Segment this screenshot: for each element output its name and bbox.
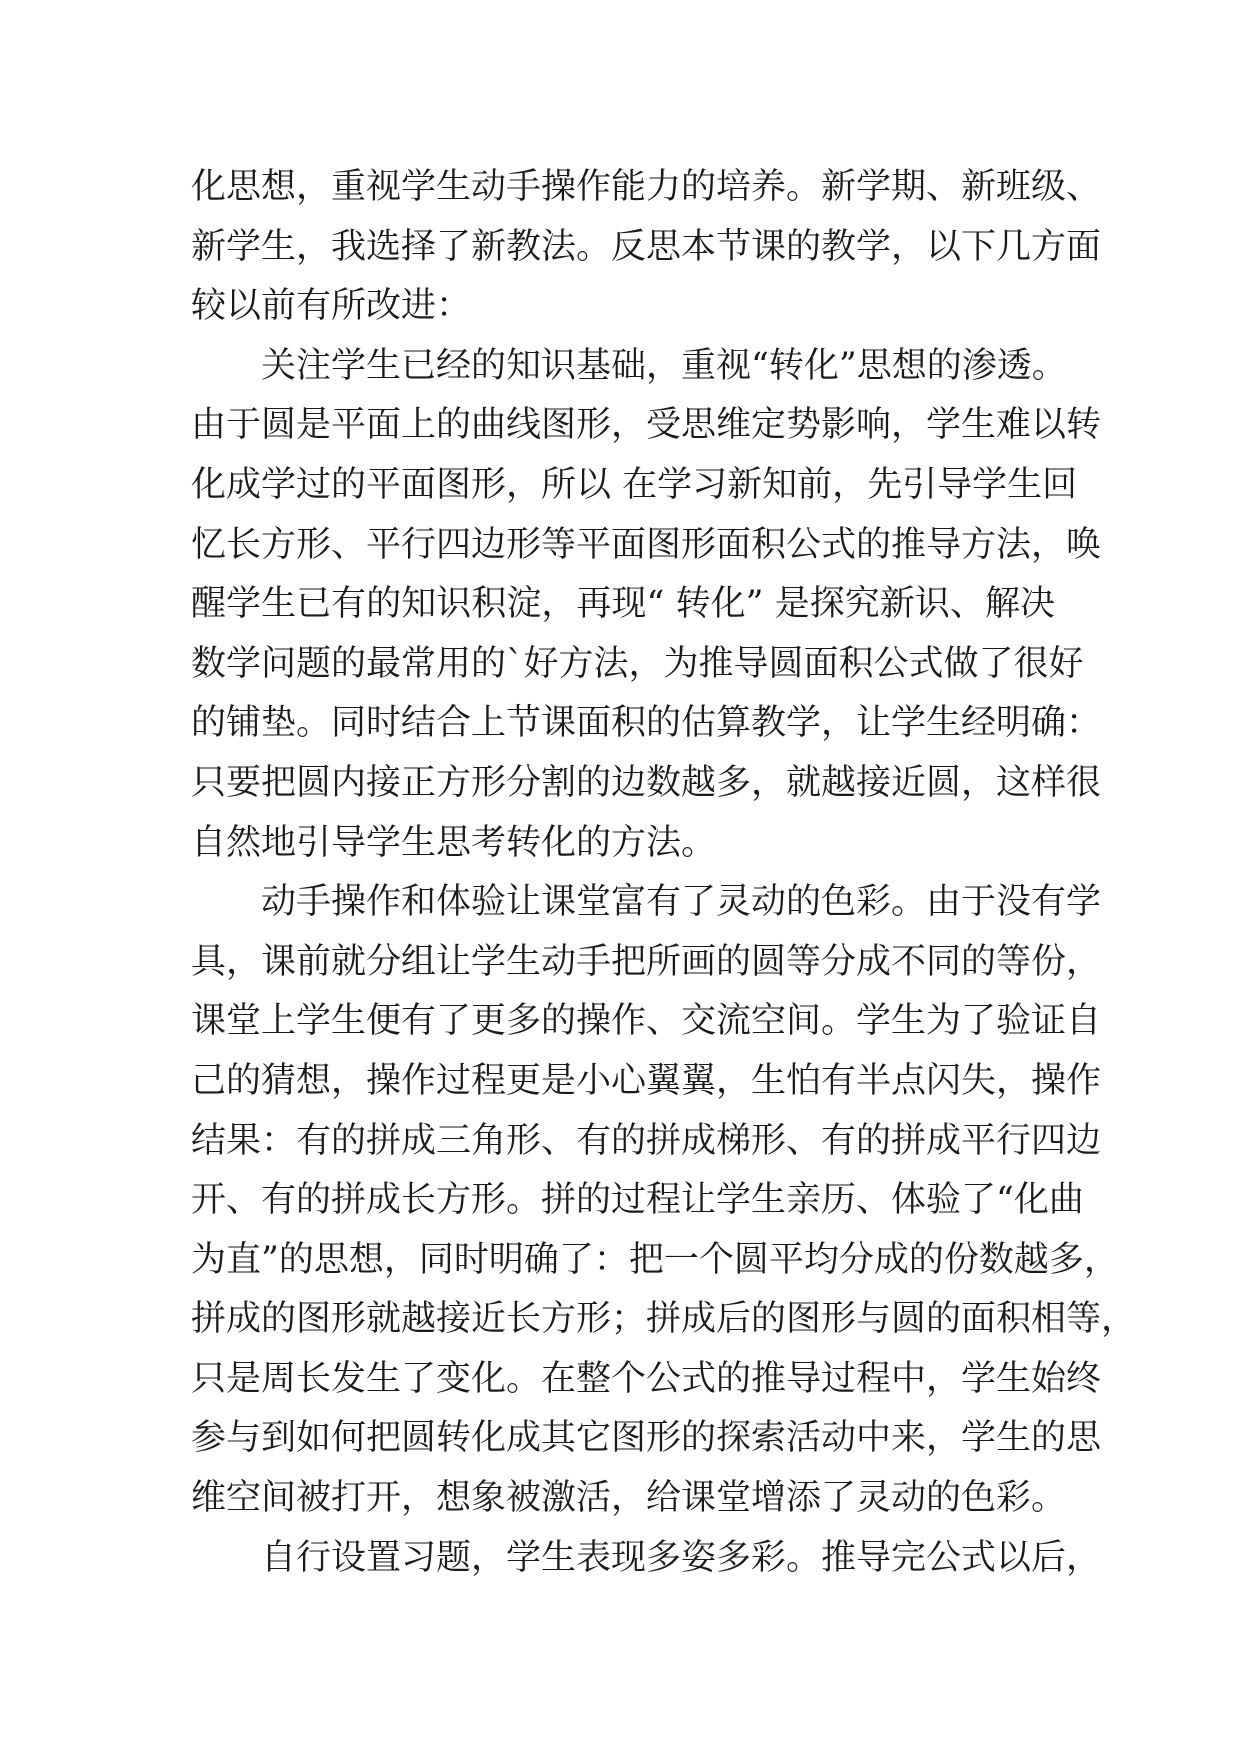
text-line: 较以前有所改进：: [191, 286, 472, 327]
paragraph-3: [191, 873, 1137, 1529]
text-line: 拼成的图形就越接近长方形；拼成后的图形与圆的面积相等，: [191, 1299, 1137, 1340]
text-line: 只要把圆内接正方形分割的边数越多，就越接近圆，这样很: [191, 762, 1102, 803]
text-line: 维空间被打开，想象被激活，给课堂增添了灵动的色彩。: [191, 1478, 1067, 1519]
text-line: 新学生，我选择了新教法。反思本节课的教学，以下几方面: [191, 226, 1102, 267]
text-line: 为直”的思想，同时明确了：把一个圆平均分成的份数越多，: [191, 1239, 1119, 1280]
text-line: 忆长方形、平行四边形等平面图形面积公式的推导方法，唤: [191, 524, 1102, 565]
text-line: 具，课前就分组让学生动手把所画的圆等分成不同的等份，: [191, 941, 1102, 982]
text-line: 结果：有的拼成三角形、有的拼成梯形、有的拼成平行四边: [191, 1120, 1102, 1161]
text-line: 化成学过的平面图形，所以 在学习新知前，先引导学生回: [191, 464, 1078, 505]
text-line: 己的猜想，操作过程更是小心翼翼，生怕有半点闪失，操作: [191, 1060, 1102, 1101]
paragraph-4: [191, 1529, 1102, 1589]
text-line: 自行设置习题，学生表现多姿多彩。推导完公式以后，: [261, 1537, 1102, 1578]
text-line: 参与到如何把圆转化成其它图形的探索活动中来，学生的思: [191, 1418, 1102, 1459]
text-line: 开、有的拼成长方形。拼的过程让学生亲历、体验了“化曲: [191, 1180, 1084, 1221]
text-line: 自然地引导学生思考转化的方法。: [191, 822, 717, 863]
text-line: 动手操作和体验让课堂富有了灵动的色彩。由于没有学: [261, 882, 1102, 923]
paragraph-2: [191, 337, 1102, 873]
paragraph-1: [191, 158, 1102, 337]
text-line: 只是周长发生了变化。在整个公式的推导过程中，学生始终: [191, 1358, 1102, 1399]
text-line: 由于圆是平面上的曲线图形，受思维定势影响，学生难以转: [191, 405, 1102, 446]
text-line: 数学问题的最常用的`好方法，为推导圆面积公式做了很好: [191, 643, 1084, 684]
document-body: [191, 158, 1137, 1588]
text-line: 关注学生已经的知识基础，重视“转化”思想的渗透。: [261, 345, 1067, 386]
text-line: 的铺垫。同时结合上节课面积的估算教学，让学生经明确：: [191, 703, 1102, 744]
text-line: 醒学生已有的知识积淀，再现“ 转化” 是探究新识、解决: [191, 584, 1055, 625]
text-line: 化思想，重视学生动手操作能力的培养。新学期、新班级、: [191, 167, 1102, 207]
text-line: 课堂上学生便有了更多的操作、交流空间。学生为了验证自: [191, 1001, 1102, 1042]
